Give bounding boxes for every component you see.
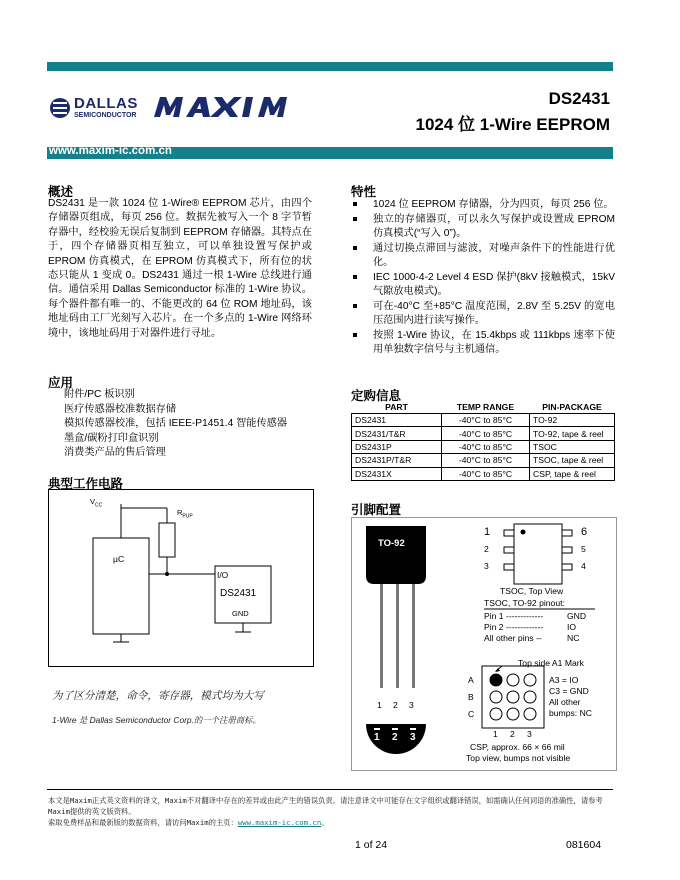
document-subtitle: 1024 位 1-Wire EEPROM xyxy=(415,115,610,134)
chip-label: DS2431 xyxy=(220,588,257,599)
ordering-table xyxy=(351,401,615,481)
to92-lead-1 xyxy=(380,584,383,688)
tsoc-pin1-dot xyxy=(521,530,526,535)
to92-bottom-pin-2: 2 xyxy=(392,732,398,743)
feature-text: 可在-40°C 至+85°C 温度范围，2.8V 至 5.25V 的宽电压范围内进行读写操作。 xyxy=(373,300,615,326)
footer-rule xyxy=(47,789,613,790)
tsoc-pin-right-6: 6 xyxy=(581,526,588,538)
ordering-header-row xyxy=(352,401,615,414)
table-row xyxy=(352,454,615,467)
feature-item xyxy=(351,198,615,212)
csp-desc-2: C3 = GND xyxy=(549,686,589,696)
pullup-resistor xyxy=(159,523,175,557)
feature-text: IEC 1000-4-2 Level 4 ESD 保护(8kV 接触模式，15kV 气隙放电模式)。 xyxy=(373,271,615,297)
tsoc-caption: TSOC, Top View xyxy=(500,586,564,596)
table-row xyxy=(352,414,615,427)
bullet-icon xyxy=(353,304,357,308)
to92-body xyxy=(366,526,426,584)
column-header: PIN-PACKAGE xyxy=(530,401,615,414)
typical-circuit-frame xyxy=(48,489,314,667)
csp-top-mark: Top side A1 Mark xyxy=(518,658,584,668)
footer-sample-suffix: 。 xyxy=(321,818,329,827)
column-header: TEMP RANGE xyxy=(442,401,530,414)
feature-item xyxy=(351,271,615,299)
cell-package: TO-92 xyxy=(530,414,615,427)
case-note: 为了区分清楚，命令，寄存器，模式均为大写 xyxy=(52,690,264,702)
feature-text: 通过切换点滞回与滤波，对噪声条件下的性能进行优化。 xyxy=(373,242,615,268)
pinout-other: All other pins -- xyxy=(484,633,542,643)
application-item: 医疗传感器校准数据存储 xyxy=(64,403,177,415)
pinout-pin2-fn: IO xyxy=(567,622,577,632)
csp-desc-3: All other xyxy=(549,697,581,707)
feature-item xyxy=(351,300,615,328)
features-list xyxy=(351,198,615,358)
to92-pin-2: 2 xyxy=(393,700,398,710)
feature-item xyxy=(351,242,615,270)
cell-part: DS2431P/T&R xyxy=(352,454,442,467)
part-number-title: DS2431 xyxy=(548,89,610,108)
cell-temp: -40°C to 85°C xyxy=(442,414,530,427)
application-item: 模拟传感器校准，包括 IEEE-P1451.4 智能传感器 xyxy=(64,418,288,430)
column-header: PART xyxy=(352,401,442,414)
csp-col-3: 3 xyxy=(527,729,532,739)
feature-text: 按照 1-Wire 协议，在 15.4kbps 或 111kbps 速率下使用单独数字信号与主机通信。 xyxy=(373,329,615,355)
pinout-pin1-fn: GND xyxy=(567,611,587,621)
cell-part: DS2431X xyxy=(352,467,442,480)
cell-package: CSP, tape & reel xyxy=(530,467,615,480)
cell-temp: -40°C to 85°C xyxy=(442,467,530,480)
features-title: 特性 xyxy=(351,185,377,199)
cell-package: TSOC xyxy=(530,440,615,453)
pinout-pin1: Pin 1 ------------- xyxy=(484,611,544,621)
application-item: 消费类产品的售后管理 xyxy=(64,447,166,459)
feature-text: 独立的存储器页，可以永久写保护或设置成 EPROM 仿真模式(“写入 0”)。 xyxy=(373,213,615,239)
overview-text xyxy=(48,197,312,341)
csp-row-b: B xyxy=(468,692,474,702)
vcc-subscript: CC xyxy=(95,502,103,509)
document-code: 081604 xyxy=(566,839,602,851)
applications-list xyxy=(64,388,314,461)
rpup-subscript: PUP xyxy=(182,513,193,520)
footer-sample-text: 索取免费样品和最新版的数据资料，请访问Maxim的主页： xyxy=(48,818,238,827)
feature-item xyxy=(351,213,615,241)
overview-paragraph: DS2431 是一款 1024 位 1-Wire® EEPROM 芯片，由四个存储器页组成，每页 256 位。数据先被写入一个 8 字节暂存器中，经校验无误后复制到 EEPROM 存储器。其特点在于，四个存储器页相互独立，可以单独设置写保护或 EPROM 仿真模式，在 EPROM 仿真模式下，所有位的状态只能从 1 变成 0。DS2431 通过一根 1-Wire 总线进行通信。通信采用 Dallas Semiconductor 标准的 1-Wire 协议。每个器件都有唯一的、不能更改的 64 位 ROM 地址码，该地址码由工厂光刻写入芯片。在一个多点的 1-Wire 网络环境中，该地址码用于对器件进行寻址。 xyxy=(48,198,312,339)
csp-caption-1: CSP, approx. 66 × 66 mil xyxy=(470,742,565,752)
tsoc-pin-left-1: 1 xyxy=(484,526,491,538)
csp-caption-2: Top view, bumps not visible xyxy=(466,753,571,763)
vcc-label xyxy=(90,497,102,509)
to92-lead-2 xyxy=(396,584,399,688)
dallas-logo-mark-icon xyxy=(49,97,71,119)
footer-website-link[interactable]: www.maxim-ic.com.cn xyxy=(237,818,322,827)
gnd-label: GND xyxy=(232,609,249,618)
tsoc-pin-right-4: 4 xyxy=(581,561,586,571)
to92-pin-3: 3 xyxy=(409,700,414,710)
csp-col-2: 2 xyxy=(510,729,515,739)
website-link[interactable]: www.maxim-ic.com.cn xyxy=(49,145,172,157)
to92-bottom-pin-3: 3 xyxy=(410,732,416,743)
cell-part: DS2431P xyxy=(352,440,442,453)
application-item: 墨盒/碳粉打印盒识别 xyxy=(64,432,159,444)
to92-bottom-pin-1: 1 xyxy=(374,732,380,743)
tsoc-pin-left-3: 3 xyxy=(484,561,489,571)
feature-text: 1024 位 EEPROM 存储器，分为四页，每页 256 位。 xyxy=(373,199,614,210)
pinout-other-fn: NC xyxy=(567,633,580,643)
applications-title: 应用 xyxy=(48,376,74,390)
bullet-icon xyxy=(353,246,357,250)
rpup-text: R xyxy=(177,508,183,517)
cell-package: TSOC, tape & reel xyxy=(530,454,615,467)
pin-config-frame xyxy=(351,517,617,771)
to92-lead-3 xyxy=(412,584,415,688)
pinout-title: TSOC, TO-92 pinout: xyxy=(484,598,565,608)
top-banner-bar xyxy=(47,62,613,71)
dallas-logo-text: DALLAS xyxy=(74,95,138,112)
table-row xyxy=(352,427,615,440)
footer-disclaimer xyxy=(48,795,614,828)
pinout-pin2: Pin 2 ------------- xyxy=(484,622,544,632)
typical-circuit-title: 典型工作电路 xyxy=(48,477,124,491)
cell-temp: -40°C to 85°C xyxy=(442,454,530,467)
footer-disclaimer-text: 本文是Maxim正式英文资料的译文，Maxim不对翻译中存在的差异或由此产生的错误负责。请注意译文中可能存在文字组织或翻译错误，如需确认任何词语的准确性，请参考Maxim提供的英文版资料。 xyxy=(48,796,603,816)
cell-part: DS2431 xyxy=(352,414,442,427)
csp-desc-1: A3 = IO xyxy=(549,675,579,685)
dallas-logo xyxy=(49,95,145,125)
rpup-label xyxy=(177,508,193,520)
csp-row-a: A xyxy=(468,675,474,685)
bullet-icon xyxy=(353,202,357,206)
overview-title: 概述 xyxy=(48,185,74,199)
cell-temp: -40°C to 85°C xyxy=(442,427,530,440)
cell-temp: -40°C to 85°C xyxy=(442,440,530,453)
table-row xyxy=(352,467,615,480)
tsoc-pin-right-5: 5 xyxy=(581,544,586,554)
bullet-icon xyxy=(353,333,357,337)
uc-label: µC xyxy=(113,554,125,564)
cell-package: TO-92, tape & reel xyxy=(530,427,615,440)
vcc-text: V xyxy=(90,497,96,506)
application-item: 附件/PC 板识别 xyxy=(64,389,135,400)
csp-row-c: C xyxy=(468,709,475,719)
page-number: 1 of 24 xyxy=(355,839,388,851)
bullet-icon xyxy=(353,275,357,279)
trademark-note: 1-Wire 是 Dallas Semiconductor Corp.的一个注册商标。 xyxy=(52,715,261,725)
maxim-logo xyxy=(150,95,310,119)
microcontroller-block xyxy=(93,538,149,634)
csp-col-1: 1 xyxy=(493,729,498,739)
csp-body xyxy=(482,666,544,728)
table-row xyxy=(352,440,615,453)
bullet-icon xyxy=(353,217,357,221)
to92-label: TO-92 xyxy=(378,538,405,549)
footer-sample-line xyxy=(48,817,614,828)
cell-part: DS2431/T&R xyxy=(352,427,442,440)
feature-item xyxy=(351,329,615,357)
to92-pin-1: 1 xyxy=(377,700,382,710)
ordering-title: 定购信息 xyxy=(351,389,402,403)
io-label: I/O xyxy=(217,570,229,580)
tsoc-pin-left-2: 2 xyxy=(484,544,489,554)
csp-desc-4: bumps: NC xyxy=(549,708,592,718)
maxim-logo-graphic-icon xyxy=(150,95,310,119)
dallas-logo-subtext: SEMICONDUCTOR xyxy=(74,112,137,119)
pin-config-title: 引脚配置 xyxy=(351,503,402,517)
